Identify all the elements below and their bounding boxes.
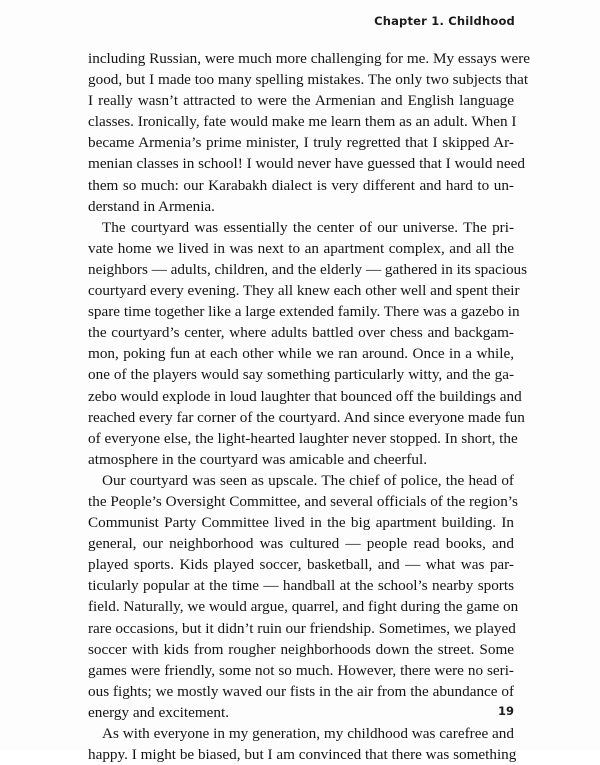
text-line: good, but I made too many spelling mistakes. The only two subjects that xyxy=(88,71,529,89)
text-line: played sports. Kids played soccer, basketball, and — what was par- xyxy=(88,556,514,574)
text-line: ous fights; we mostly waved our fists in the air from the abundance of xyxy=(88,682,514,700)
text-line: energy and excitement. xyxy=(88,703,229,721)
page-number: 19 xyxy=(497,704,514,718)
text-line: Our courtyard was seen as upscale. The chief of police, the head of xyxy=(102,471,514,489)
text-line: spare time together like a large extended family. There was a gazebo in xyxy=(88,303,520,321)
text-line: Communist Party Committee lived in the big apartment building. In xyxy=(88,514,514,532)
text-line: the People’s Oversight Committee, and several officials of the region’s xyxy=(88,492,518,510)
text-line: soccer with kids from rougher neighborhoods down the street. Some xyxy=(88,640,514,658)
text-line: including Russian, were much more challenging for me. My essays were xyxy=(88,50,531,67)
text-line: atmosphere in the courtyard was amicable and cheerful. xyxy=(88,450,428,468)
text-line: classes. Ironically, fate would make me learn them as an adult. When I xyxy=(88,113,517,131)
text-line: I really wasn’t attracted to were the Armenian and English language xyxy=(88,92,514,110)
text-line: games were friendly, some not so much. However, there were no seri- xyxy=(88,661,514,679)
text-line: As with everyone in my generation, my childhood was carefree and xyxy=(102,725,514,742)
text-line: one of the players would say something particularly witty, and the ga- xyxy=(88,366,514,384)
text-line: neighbors — adults, children, and the elderly — gathered in its spacious xyxy=(88,260,528,278)
text-line: reached every far corner of the courtyard. And since everyone made fun xyxy=(88,408,525,426)
text-line: general, our neighborhood was cultured — people read books, and xyxy=(88,535,514,553)
body-text xyxy=(88,48,531,765)
text-line: mon, poking fun at each other while we ran around. Once in a while, xyxy=(88,345,514,363)
text-line: the courtyard’s center, where adults battled over chess and backgam- xyxy=(88,324,514,342)
text-line: them so much: our Karabakh dialect is very different and hard to un- xyxy=(88,176,514,194)
text-line: of everyone else, the light-hearted laughter never stopped. In short, the xyxy=(88,429,518,447)
text-line: zebo would explode in loud laughter that bounced off the buildings and xyxy=(88,387,522,405)
text-line: The courtyard was essentially the center of our universe. The pri- xyxy=(102,218,514,236)
text-line: ticularly popular at the time — handball at the school’s nearby sports xyxy=(88,577,514,595)
text-line: menian classes in school! I would never have guessed that I would need xyxy=(88,155,525,173)
running-head: Chapter 1. Childhood xyxy=(374,14,515,28)
text-line: became Armenia’s prime minister, I truly regretted that I skipped Ar- xyxy=(88,134,514,152)
text-line: rare occasions, but it didn’t ruin our friendship. Sometimes, we played xyxy=(88,619,516,637)
text-line: happy. I might be biased, but I am convinced that there was something xyxy=(88,746,517,764)
text-line: courtyard every evening. They all knew each other well and spent their xyxy=(88,282,520,300)
text-line: vate home we lived in was next to an apartment complex, and all the xyxy=(88,239,514,257)
text-line: field. Naturally, we would argue, quarrel, and fight during the game on xyxy=(88,598,519,616)
text-line: derstand in Armenia. xyxy=(88,197,215,215)
